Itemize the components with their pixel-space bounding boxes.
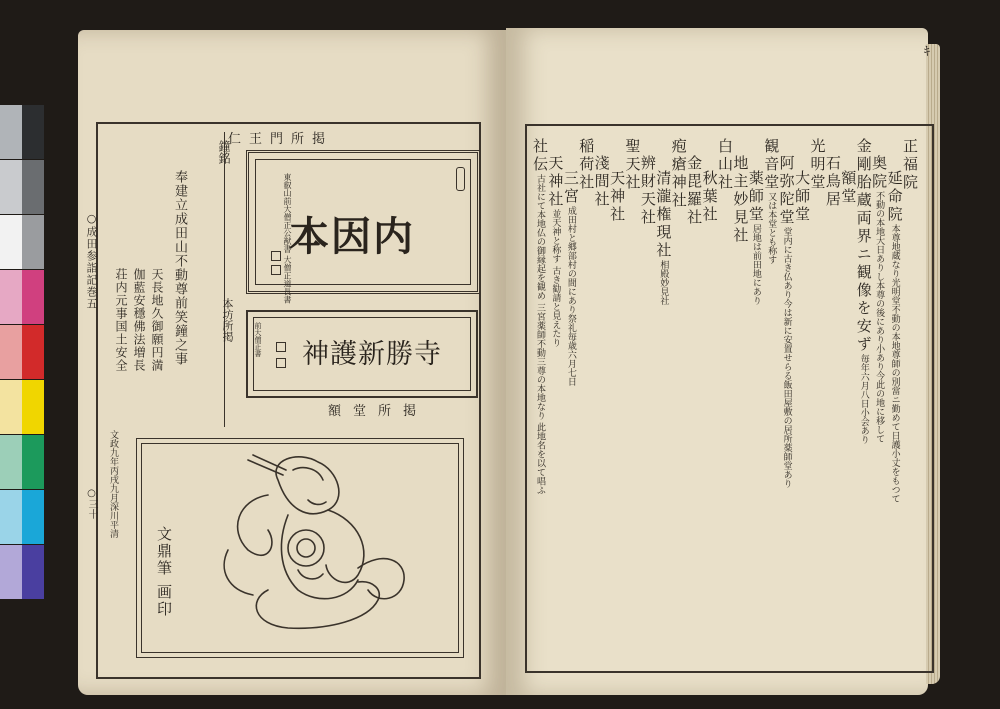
calibration-patch [0,545,22,599]
column-heading: 三宮 [561,170,580,206]
text-column [887,170,903,670]
text-column [640,155,656,655]
text-column [871,155,887,655]
bell-date: 文政九年丙戌九月深川平清 [108,430,118,538]
column-heading: 辨財天社 [638,155,657,227]
bell-line-3: 伽藍安穩佛法増長 [132,268,146,372]
plaque-caption-top: 仁王門所掲 [228,132,334,147]
text-column [671,138,687,638]
column-note: 又は本堂とも称す [766,192,777,264]
side-caption: 本坊所掲 [221,298,234,342]
text-column [609,170,625,670]
text-column [810,138,826,638]
calibration-patch [22,435,44,489]
bell-inscription-label: 鐘銘 [217,140,231,164]
bell-line-4: 荘内元事国土安全 [114,268,128,372]
column-heading: 社伝 [531,138,549,174]
calibration-patch [22,105,44,159]
column-heading: 聖天社 [623,138,642,192]
bell-line-2: 天長地久御願円満 [150,268,164,372]
column-heading: 観音堂 [762,138,781,192]
column-heading: 秋葉社 [700,170,719,224]
open-book [78,20,938,700]
column-heading: 天神社 [608,170,627,224]
column-note: 相殿妙見社 [658,260,669,305]
text-column [825,155,841,655]
text-column [748,170,764,670]
column-heading: 淺間社 [592,155,611,209]
calibration-patch [22,215,44,269]
plaque-second-small-text: 前大僧正書 [254,322,262,357]
calibration-patch [0,325,22,379]
calibration-patch [0,215,22,269]
column-heading: 阿弥陀堂 [777,155,796,227]
calibration-patch [0,105,22,159]
column-note: 居地は前田地にあり [750,224,761,305]
calibration-patch [0,270,22,324]
column-heading: 地主妙見社 [731,155,750,245]
temple-plaque-main [246,150,480,304]
temple-plaque-second [246,310,478,398]
column-heading: 正福院 [901,138,919,192]
column-heading: 稲荷社 [577,138,596,192]
bell-line-1: 奉建立成田山不動尊前笑鐘之事 [172,170,187,366]
text-column [763,138,779,638]
column-note: 並天神と称す 古き勧請と見えたり [550,209,561,347]
text-column [578,138,594,638]
artist-signature: 文鼎筆 画印 [155,526,173,618]
column-heading: 奥院 [870,155,889,191]
margin-title: ○成田参詣記巻五 [85,212,98,310]
text-column [686,155,702,655]
calibration-patch [0,160,22,214]
text-column [563,170,579,670]
folio-number: ○三十 [86,488,97,519]
column-heading: 疱瘡神社 [669,138,688,210]
seal-square-icon [271,251,281,261]
calibration-patch [0,435,22,489]
seal-square-icon [271,265,281,275]
calibration-patch [22,380,44,434]
column-heading: 清瀧権現社 [654,170,673,260]
text-column [732,155,748,655]
column-note: 本尊地蔵なり光明堂不動の本地尊師の別當ニ勤めて日護小丈をもつて [889,224,900,503]
calibration-patch [22,270,44,324]
color-calibration-strip [0,105,44,600]
calibration-patch [0,380,22,434]
text-column [902,138,918,638]
column-note: 不動の本地大日ありし本尊の後にあり小あり今此の地に移して [874,191,885,443]
column-heading: 額堂 [839,170,858,206]
calibration-patch [22,160,44,214]
column-note: 古社にて本地仏の御縁起を観め 三宮薬師不動三尊の本地なり 此地名を以て唱ふ [535,174,545,495]
page-mark: ｷ [924,44,931,58]
seal-square-icon [276,342,286,352]
seal-square-icon [276,358,286,368]
column-heading: 天神社 [546,155,565,209]
text-column [779,155,795,655]
text-column [547,155,563,655]
plaque-seal-mark [456,167,465,191]
calibration-patch [22,545,44,599]
plaque-main-text: 本因内 [289,213,415,260]
text-column [594,155,610,655]
text-column [532,138,548,638]
column-heading: 薬師堂 [746,170,765,224]
text-column [702,170,718,670]
text-column [717,138,733,638]
calibration-patch [22,325,44,379]
calibration-patch [0,490,22,544]
column-heading: 金剛胎蔵両界ニ観像を安ず [854,138,873,354]
column-heading: 大師堂 [793,170,812,224]
column-note: 堂内に古き仏あり今は新に安置せらる飯田屋敷の居所薬師堂あり [781,227,792,488]
text-column [840,170,856,670]
column-heading: 光明堂 [808,138,827,192]
deity-illustration [208,440,408,640]
calibration-patch [22,490,44,544]
column-heading: 石鳥居 [823,155,842,209]
column-heading: 延命院 [885,170,904,224]
plaque-small-text: 東叡山前大僧正公猷書 大僧正道長書 [283,173,292,304]
text-column [794,170,810,670]
plaque-caption-bottom: 額堂所掲 [328,404,429,419]
text-column [856,138,872,638]
column-heading: 金毘羅社 [685,155,704,227]
text-column [625,138,641,638]
plaque-second-text: 神護新勝寺 [302,339,442,370]
column-note: 成田村と郷部村の間にあり祭礼毎歳六月七日 [565,206,576,386]
text-column [655,170,671,670]
column-note: 毎年六月八日小会あり [858,354,869,444]
column-heading: 白山社 [716,138,734,192]
